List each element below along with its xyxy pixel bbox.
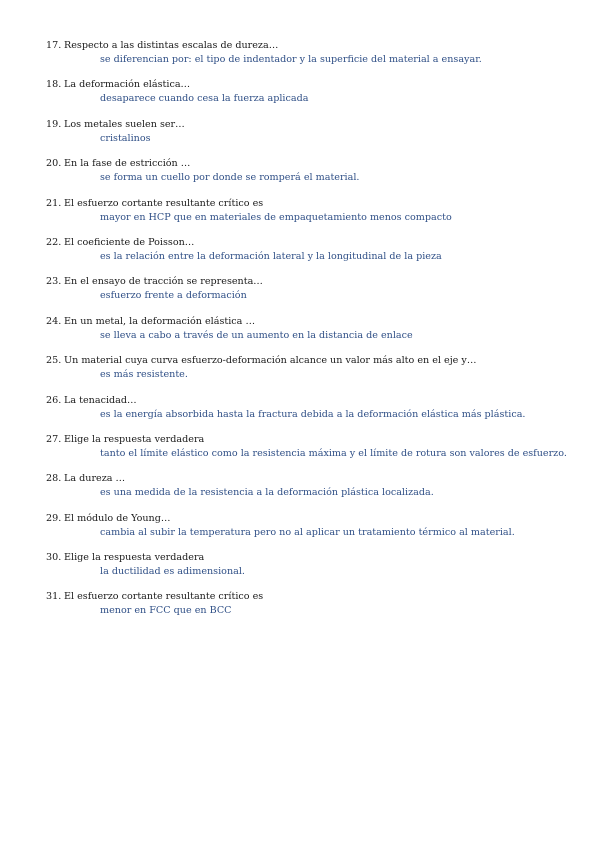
question-text: Elige la respuesta verdadera	[64, 552, 205, 564]
question-text: El esfuerzo cortante resultante crítico es	[64, 591, 264, 603]
question-item	[46, 472, 566, 511]
question-row	[46, 275, 566, 289]
question-number: 28.	[46, 473, 62, 485]
question-number: 25.	[46, 355, 62, 367]
question-text: El coeficiente de Poisson…	[64, 236, 195, 248]
question-item	[46, 236, 566, 275]
question-item	[46, 78, 566, 117]
question-item	[46, 157, 566, 196]
answer-text: menor en FCC que en BCC	[100, 605, 232, 617]
question-row	[46, 197, 566, 211]
answer-text: es la relación entre la deformación lateral y la longitudinal de la pieza	[100, 250, 442, 262]
question-number: 23.	[46, 276, 62, 288]
answer-text: cristalinos	[100, 132, 151, 144]
question-number: 30.	[46, 552, 62, 564]
answer-text: la ductilidad es adimensional.	[100, 566, 245, 578]
question-item	[46, 512, 566, 551]
question-text: En un metal, la deformación elástica …	[64, 315, 256, 327]
question-number: 20.	[46, 158, 62, 170]
question-row	[46, 236, 566, 250]
question-number: 26.	[46, 394, 62, 406]
question-number: 31.	[46, 591, 62, 603]
question-number: 19.	[46, 118, 62, 130]
answer-text: tanto el límite elástico como la resistencia máxima y el límite de rotura son valores de esfuerzo.	[100, 447, 567, 459]
question-item	[46, 315, 566, 354]
question-text: En la fase de estricción …	[64, 158, 191, 170]
answer-text: esfuerzo frente a deformación	[100, 290, 247, 302]
question-item	[46, 354, 566, 393]
question-text: El módulo de Young…	[64, 512, 171, 524]
answer-text: se lleva a cabo a través de un aumento en la distancia de enlace	[100, 329, 413, 341]
question-number: 27.	[46, 433, 62, 445]
question-item	[46, 39, 566, 78]
question-text: El esfuerzo cortante resultante crítico es	[64, 197, 264, 209]
question-list	[46, 39, 566, 630]
question-item	[46, 118, 566, 157]
question-row	[46, 157, 566, 171]
question-item	[46, 197, 566, 236]
question-text: Los metales suelen ser…	[64, 118, 185, 130]
question-text: En el ensayo de tracción se representa…	[64, 276, 263, 288]
question-row	[46, 39, 566, 53]
question-text: Un material cuya curva esfuerzo-deformación alcance un valor más alto en el eje y…	[64, 355, 477, 367]
question-number: 29.	[46, 512, 62, 524]
question-number: 21.	[46, 197, 62, 209]
answer-text: desaparece cuando cesa la fuerza aplicada	[100, 93, 309, 105]
question-row	[46, 512, 566, 526]
question-row	[46, 551, 566, 565]
answer-text: es la energía absorbida hasta la fractura debida a la deformación elástica más plástica.	[100, 408, 526, 420]
question-item	[46, 275, 566, 314]
answer-text: se forma un cuello por donde se romperá el material.	[100, 172, 360, 184]
question-row	[46, 590, 566, 604]
question-row	[46, 433, 566, 447]
question-text: Respecto a las distintas escalas de dureza…	[64, 40, 279, 51]
question-text: La dureza …	[64, 473, 126, 485]
question-number: 22.	[46, 236, 62, 248]
question-text: La tenacidad…	[64, 394, 137, 406]
question-item	[46, 394, 566, 433]
question-row	[46, 472, 566, 486]
question-text: Elige la respuesta verdadera	[64, 433, 205, 445]
answer-text: es más resistente.	[100, 369, 188, 381]
question-item	[46, 590, 566, 629]
question-item	[46, 551, 566, 590]
question-text: La deformación elástica…	[64, 79, 191, 91]
question-number: 18.	[46, 79, 62, 91]
question-row	[46, 118, 566, 132]
question-row	[46, 78, 566, 92]
answer-text: se diferencian por: el tipo de indentador y la superficie del material a ensayar.	[100, 54, 482, 65]
answer-text: mayor en HCP que en materiales de empaquetamiento menos compacto	[100, 211, 452, 223]
question-number: 24.	[46, 315, 62, 327]
answer-text: es una medida de la resistencia a la deformación plástica localizada.	[100, 487, 434, 499]
question-row	[46, 354, 566, 368]
question-row	[46, 394, 566, 408]
question-item	[46, 433, 566, 472]
question-number: 17.	[46, 40, 62, 51]
question-row	[46, 315, 566, 329]
answer-text: cambia al subir la temperatura pero no al aplicar un tratamiento térmico al material.	[100, 526, 515, 538]
